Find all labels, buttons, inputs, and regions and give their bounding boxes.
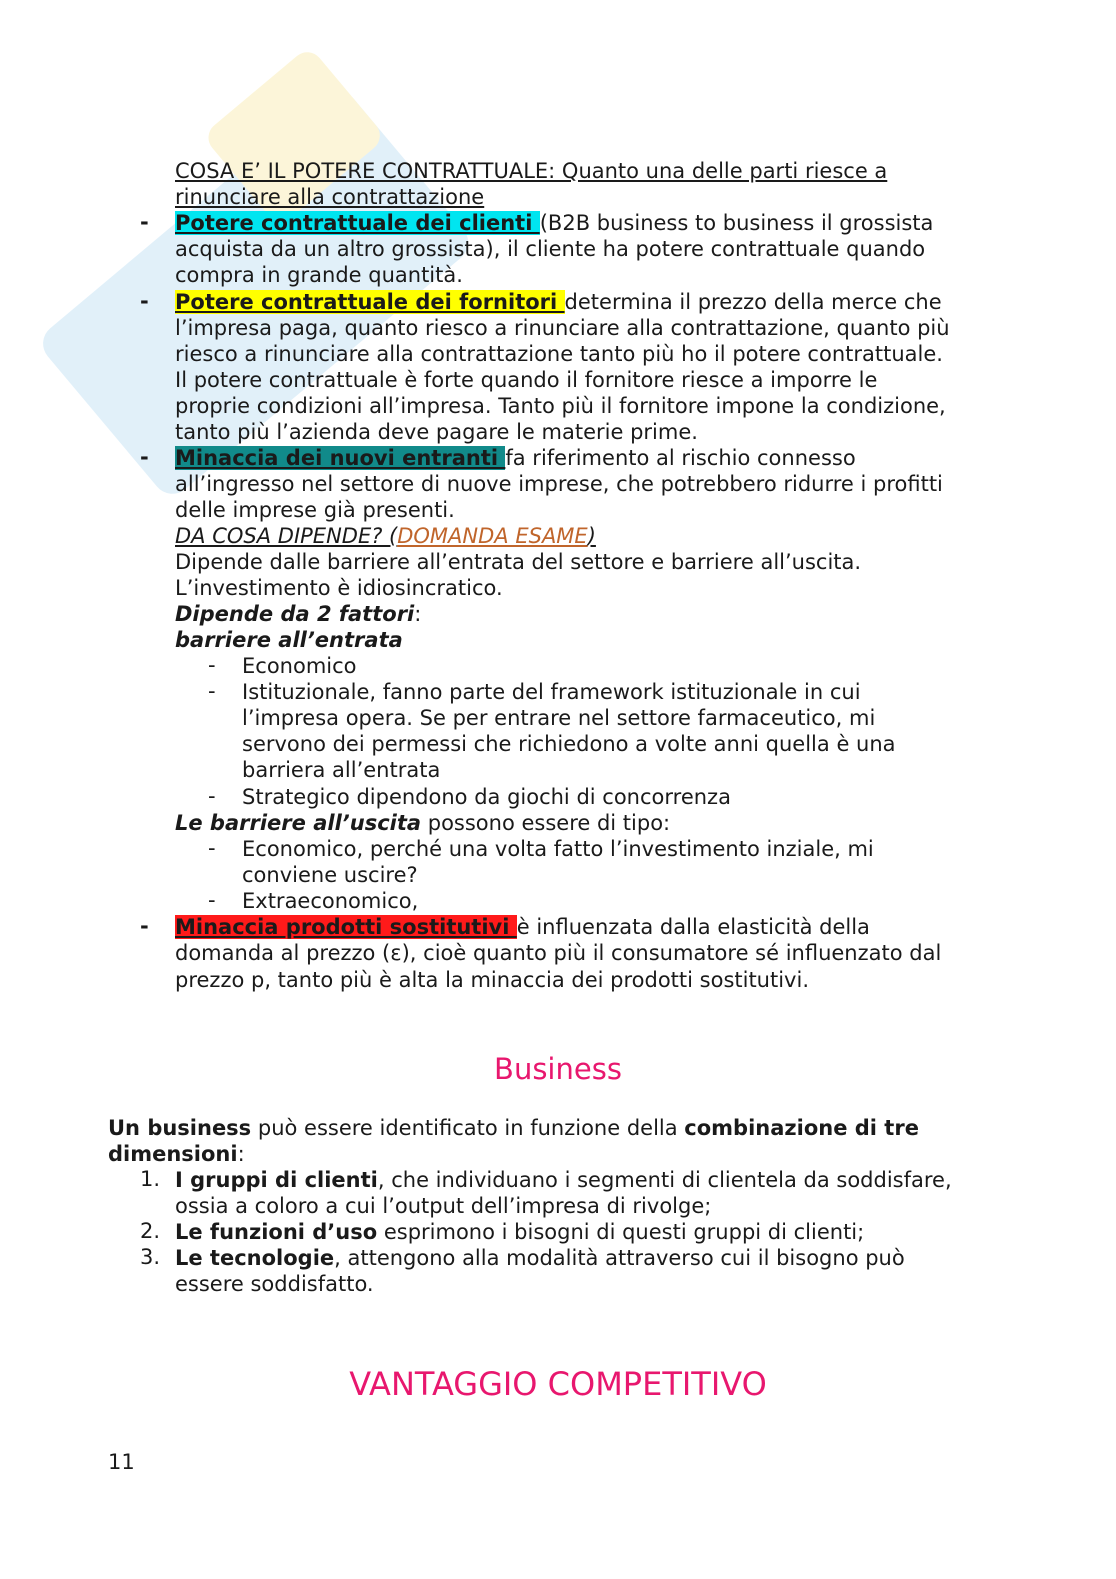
sub-list-item: Extraeconomico,: [242, 889, 419, 913]
list-item-fornitori: Potere contrattuale dei fornitori determina il prezzo della merce che: [175, 290, 942, 314]
text-line: essere soddisfatto.: [175, 1272, 374, 1296]
text-line: Il potere contrattuale è forte quando il fornitore riesce a imporre le: [175, 368, 878, 392]
highlight-sostitutivi: Minaccia prodotti sostitutivi: [175, 915, 517, 939]
business-intro: Un business può essere identificato in funzione della combinazione di tre: [108, 1116, 919, 1140]
sub-bullet: -: [208, 888, 216, 912]
fattori-line: Dipende da 2 fattori:: [175, 602, 422, 626]
domanda-esame-label: DOMANDA ESAME: [397, 524, 588, 548]
text-line: acquista da un altro grossista), il cliente ha potere contrattuale quando: [175, 237, 926, 261]
business-intro-cont: dimensioni:: [108, 1142, 245, 1166]
list-number: 2.: [140, 1219, 161, 1243]
text-line: Dipende dalle barriere all’entrata del settore e barriere all’uscita.: [175, 550, 862, 574]
text-line: tanto più l’azienda deve pagare le materie prime.: [175, 420, 698, 444]
numbered-item: Le tecnologie, attengono alla modalità attraverso cui il bisogno può: [175, 1246, 905, 1270]
text-line: L’investimento è idiosincratico.: [175, 576, 503, 600]
bullet-dash: -: [140, 914, 149, 938]
bullet-dash: -: [140, 289, 149, 313]
text-line: all’ingresso nel settore di nuove imprese, che potrebbero ridurre i profitti: [175, 472, 943, 496]
sub-list-item: Istituzionale, fanno parte del framework istituzionale in cui: [242, 680, 861, 704]
page-number: 11: [108, 1450, 135, 1474]
text-line: riesco a rinunciare alla contrattazione tanto più ho il potere contrattuale.: [175, 342, 943, 366]
highlight-nuovi-entranti: Minaccia dei nuovi entranti: [175, 446, 506, 470]
text-line: barriera all’entrata: [242, 758, 441, 782]
sub-bullet: -: [208, 836, 216, 860]
list-item-clienti: Potere contrattuale dei clienti (B2B business to business il grossista: [175, 211, 934, 235]
barriere-uscita-line: Le barriere all’uscita possono essere di tipo:: [175, 811, 671, 835]
text-line: compra in grande quantità.: [175, 263, 463, 287]
list-number: 1.: [140, 1167, 161, 1191]
exam-question: DA COSA DIPENDE? (DOMANDA ESAME): [175, 524, 596, 548]
barriere-entrata-title: barriere all’entrata: [175, 628, 403, 652]
list-item-nuovi-entranti: Minaccia dei nuovi entranti fa riferimento al rischio connesso: [175, 446, 856, 470]
bullet-dash: -: [140, 210, 149, 234]
text-line: delle imprese già presenti.: [175, 498, 455, 522]
text-line: l’impresa opera. Se per entrare nel settore farmaceutico, mi: [242, 706, 876, 730]
list-number: 3.: [140, 1245, 161, 1269]
heading-business: Business: [494, 1052, 622, 1086]
bullet-dash: -: [140, 445, 149, 469]
sub-bullet: -: [208, 784, 216, 808]
highlight-clienti: Potere contrattuale dei clienti: [175, 211, 540, 235]
highlight-fornitori: Potere contrattuale dei fornitori: [175, 290, 565, 314]
text-line: conviene uscire?: [242, 863, 418, 887]
sub-bullet: -: [208, 679, 216, 703]
sub-list-item: Economico, perché una volta fatto l’investimento inziale, mi: [242, 837, 874, 861]
text-line: proprie condizioni all’impresa. Tanto più il fornitore impone la condizione,: [175, 394, 946, 418]
text-line: ossia a coloro a cui l’output dell’impresa di rivolge;: [175, 1194, 712, 1218]
text-line: domanda al prezzo (ε), cioè quanto più il consumatore sé influenzato dal: [175, 941, 942, 965]
text-line: prezzo p, tanto più è alta la minaccia dei prodotti sostitutivi.: [175, 968, 809, 992]
text-line: l’impresa paga, quanto riesco a rinunciare alla contrattazione, quanto più: [175, 316, 950, 340]
heading-vantaggio-competitivo: VANTAGGIO COMPETITIVO: [349, 1365, 767, 1403]
definition-line: COSA E’ IL POTERE CONTRATTUALE: Quanto una delle parti riesce a: [175, 159, 888, 183]
sub-list-item: Economico: [242, 654, 357, 678]
sub-bullet: -: [208, 653, 216, 677]
list-item-sostitutivi: Minaccia prodotti sostitutivi è influenzata dalla elasticità della: [175, 915, 870, 939]
definition-line: rinunciare alla contrattazione: [175, 185, 485, 209]
numbered-item: Le funzioni d’uso esprimono i bisogni di questi gruppi di clienti;: [175, 1220, 865, 1244]
text-line: servono dei permessi che richiedono a volte anni quella è una: [242, 732, 896, 756]
sub-list-item: Strategico dipendono da giochi di concorrenza: [242, 785, 731, 809]
numbered-item: I gruppi di clienti, che individuano i segmenti di clientela da soddisfare,: [175, 1168, 952, 1192]
